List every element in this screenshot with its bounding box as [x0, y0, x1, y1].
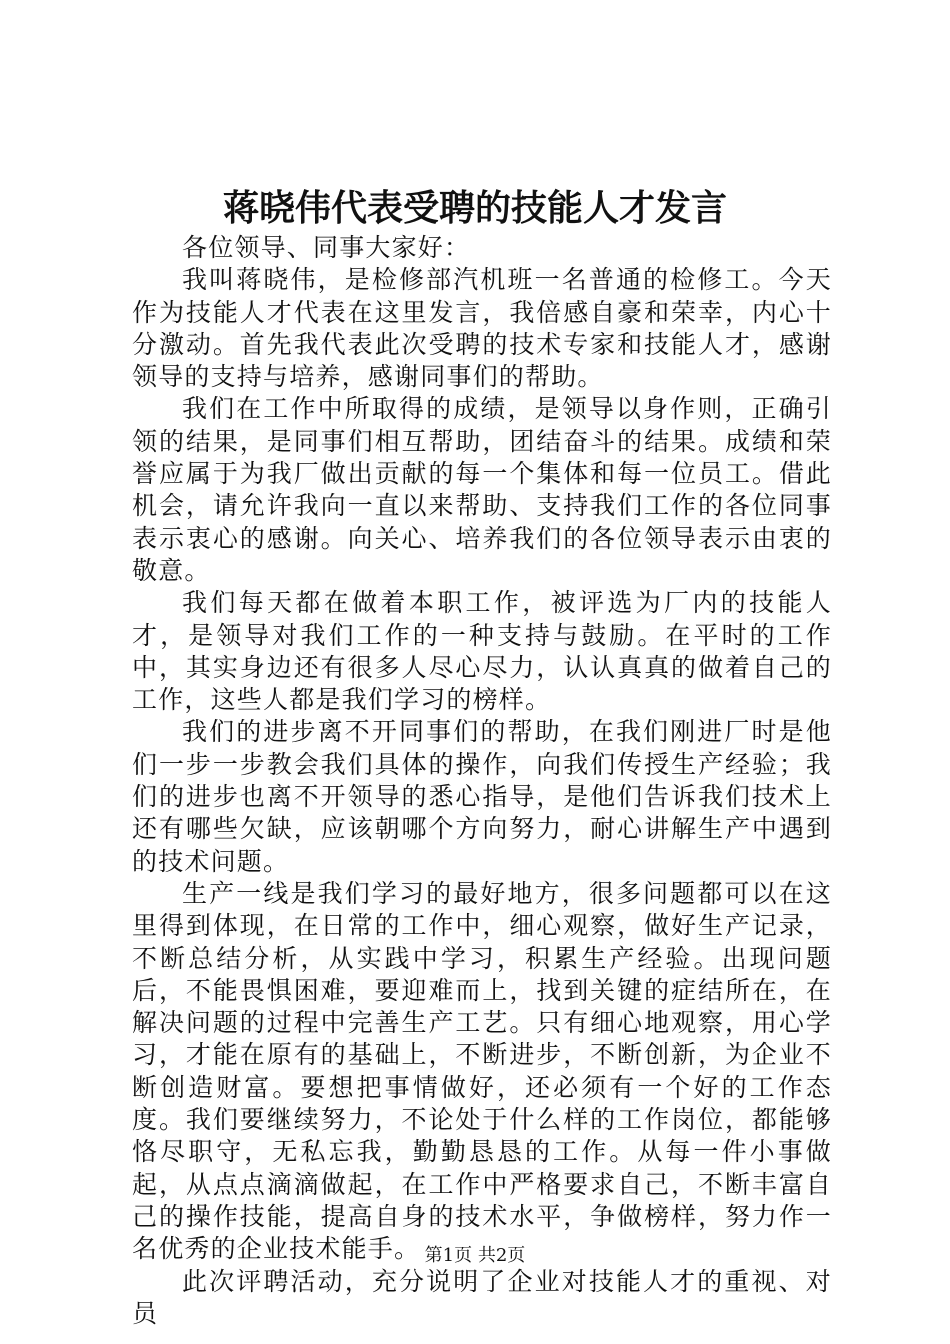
document-title: 蒋晓伟代表受聘的技能人才发言 [222, 187, 727, 229]
body-paragraph: 我叫蒋晓伟，是检修部汽机班一名普通的检修工。今天作为技能人才代表在这里发言，我倍感自豪和荣幸，内心十分激动。首先我代表此次受聘的技术专家和技能人才，感谢领导的支持与培养，感谢同事们的帮助。 [132, 265, 832, 392]
body-paragraph: 我们每天都在做着本职工作，被评选为厂内的技能人才，是领导对我们工作的一种支持与鼓励。在平时的工作中，其实身边还有很多人尽心尽力，认认真真的做着自己的工作，这些人都是我们学习的榜样。 [132, 588, 832, 715]
greeting-paragraph: 各位领导、同事大家好： [182, 233, 471, 262]
body-paragraph: 我们的进步离不开同事们的帮助，在我们刚进厂时是他们一步一步教会我们具体的操作，向我们传授生产经验；我们的进步也离不开领导的悉心指导，是他们告诉我们技术上还有哪些欠缺，应该朝哪个方向努力，耐心讲解生产中遇到的技术问题。 [132, 717, 832, 876]
body-paragraph: 生产一线是我们学习的最好地方，很多问题都可以在这里得到体现，在日常的工作中，细心观察，做好生产记录，不断总结分析，从实践中学习，积累生产经验。出现问题后，不能畏惧困难，要迎难而上，找到关键的症结所在，在解决问题的过程中完善生产工艺。只有细心地观察，用心学习，才能在原有的基础上，不断进步，不断创新，为企业不断创造财富。要想把事情做好，还必须有一个好的工作态度。我们要继续努力，不论处于什么样的工作岗位，都能够恪尽职守，无私忘我，勤勤恳恳的工作。从每一件小事做起，从点点滴滴做起，在工作中严格要求自己，不断丰富自己的操作技能，提高自身的技术水平，争做榜样，努力作一名优秀的企业技术能手。 [132, 878, 832, 1264]
body-paragraph: 我们在工作中所取得的成绩，是领导以身作则，正确引领的结果，是同事们相互帮助，团结奋斗的结果。成绩和荣誉应属于为我厂做出贡献的每一个集体和每一位员工。借此机会，请允许我向一直以来帮助、支持我们工作的各位同事表示衷心的感谢。向关心、培养我们的各位领导表示由衷的敬意。 [132, 394, 832, 585]
page-number-footer: 第1页 共2页 [424, 1245, 526, 1266]
body-paragraph: 此次评聘活动，充分说明了企业对技能人才的重视、对员 [132, 1266, 832, 1328]
document-body [132, 232, 832, 1330]
